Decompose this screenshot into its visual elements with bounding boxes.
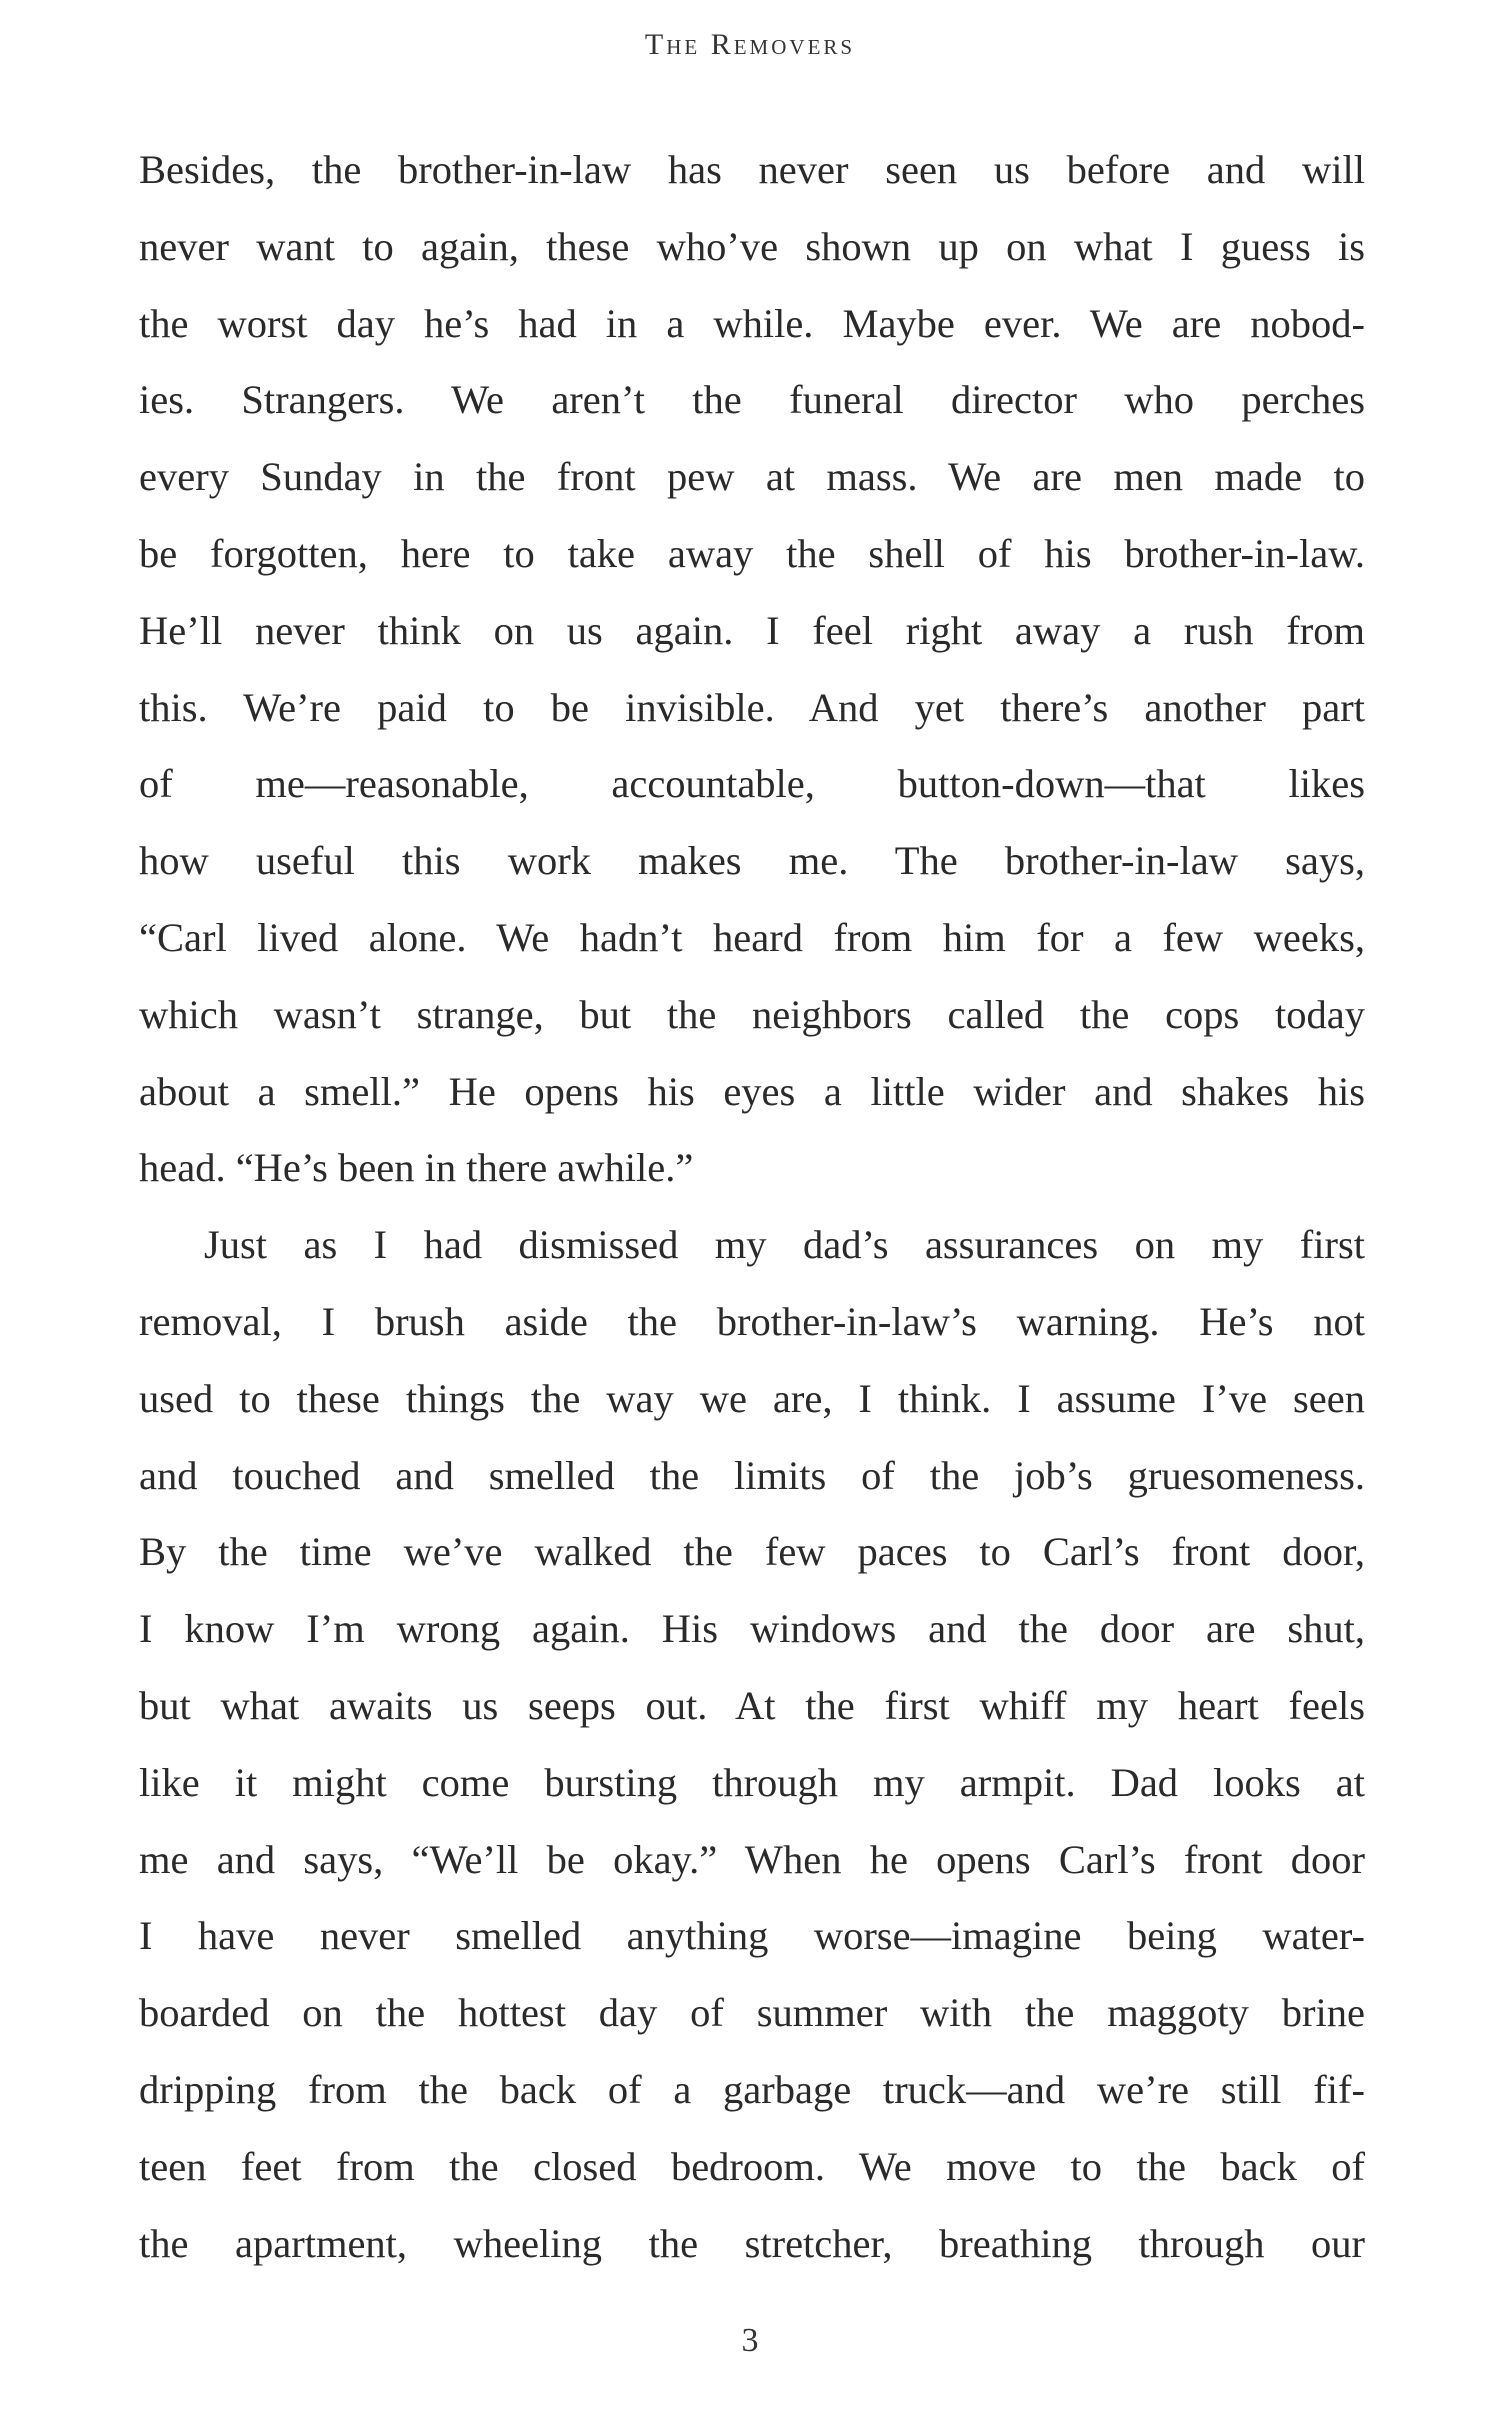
text-line: He’ll never think on us again. I feel right away a rush from <box>139 607 1365 653</box>
text-line: like it might come bursting through my armpit. Dad looks at <box>139 1759 1365 1805</box>
paragraph-1 <box>139 132 1365 1207</box>
text-line: about a smell.” He opens his eyes a little wider and shakes his <box>139 1068 1365 1114</box>
text-line: I have never smelled anything worse—imagine being water- <box>139 1913 1365 1959</box>
text-line: removal, I brush aside the brother-in-law’s warning. He’s not <box>139 1298 1365 1344</box>
running-head: The Removers <box>644 28 856 61</box>
text-line: me and says, “We’ll be okay.” When he opens Carl’s front door <box>139 1836 1365 1882</box>
text-line: Besides, the brother-in-law has never seen us before and will <box>139 147 1365 192</box>
text-line: ies. Strangers. We aren’t the funeral director who perches <box>139 377 1365 423</box>
text-line: boarded on the hottest day of summer with the maggoty brine <box>139 1990 1365 2036</box>
text-line: the apartment, wheeling the stretcher, breathing through our <box>139 2220 1365 2266</box>
text-line: Just as I had dismissed my dad’s assurances on my first <box>204 1222 1365 1268</box>
text-line: I know I’m wrong again. His windows and the door are shut, <box>139 1606 1365 1652</box>
text-line: teen feet from the closed bedroom. We move to the back of <box>139 2143 1365 2189</box>
paragraph-2 <box>139 1207 1365 2282</box>
text-line: By the time we’ve walked the few paces to Carl’s front door, <box>139 1529 1365 1575</box>
page-number: 3 <box>741 2322 759 2359</box>
text-line: dripping from the back of a garbage truck—and we’re still fif- <box>139 2066 1365 2112</box>
text-line: the worst day he’s had in a while. Maybe ever. We are nobod- <box>139 300 1365 346</box>
text-line: be forgotten, here to take away the shell of his brother-in-law. <box>139 530 1365 576</box>
text-line: “Carl lived alone. We hadn’t heard from him for a few weeks, <box>139 914 1365 960</box>
text-line: but what awaits us seeps out. At the first whiff my heart feels <box>139 1682 1365 1728</box>
text-line: which wasn’t strange, but the neighbors called the cops today <box>139 991 1365 1037</box>
text-line: every Sunday in the front pew at mass. We are men made to <box>139 454 1365 500</box>
text-line: head. “He’s been in there awhile.” <box>139 1145 694 1191</box>
text-line: this. We’re paid to be invisible. And yet there’s another part <box>139 684 1365 730</box>
text-line: and touched and smelled the limits of the job’s gruesomeness. <box>139 1452 1365 1498</box>
text-line: used to these things the way we are, I think. I assume I’ve seen <box>139 1375 1365 1421</box>
text-line: of me—reasonable, accountable, button-down—that likes <box>139 761 1365 807</box>
text-line: how useful this work makes me. The brother-in-law says, <box>139 838 1365 884</box>
text-line: never want to again, these who’ve shown up on what I guess is <box>139 223 1365 269</box>
body-text <box>139 132 1365 2282</box>
